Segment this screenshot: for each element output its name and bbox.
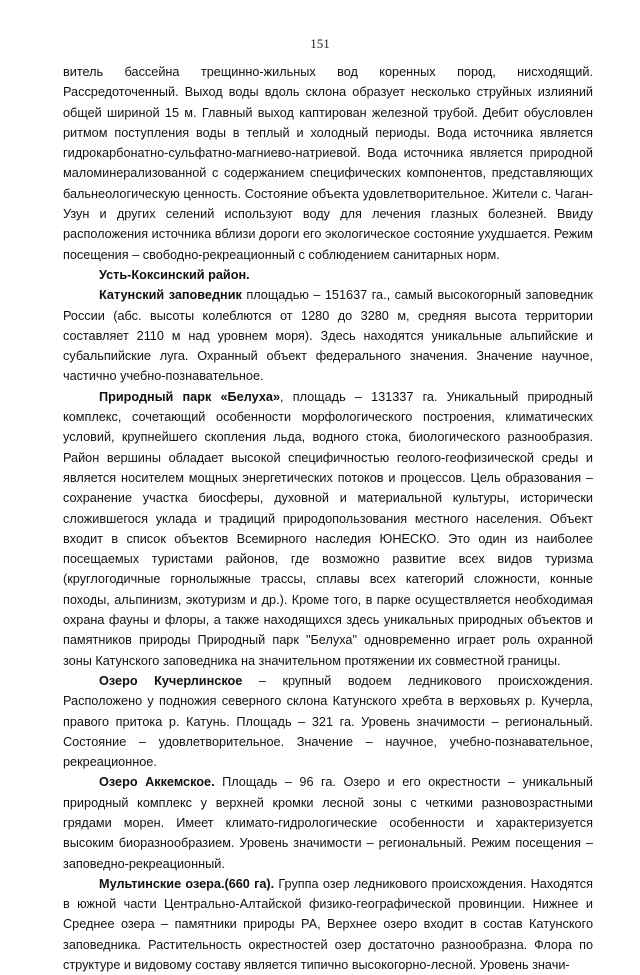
multa-lakes-text: Группа озер ледникового происхождения. Находятся в южной части Центрально-Алтайской физико-географической провинции. Нижнее и Среднее озера – памятники природы РА, Верхнее озеро входит в состав Катунского заповедника. Растительность окрестностей озер достаточно разнообразна. Флора по структуре и видовому составу является типично высокогорно-лесной. Уровень значи-	[63, 876, 593, 973]
paragraph-akkem-lake	[63, 772, 593, 873]
akkem-lake-text: Площадь – 96 га. Озеро и его окрестности – уникальный природный комплекс у верхней кромки лесной зоны с четкими разновозрастными грядами морен. Имеет климато-гидрологические особенности и характеризуется высоким биоразнообразием. Уровень значимости – региональный. Режим посещения – заповедно-рекреационный.	[63, 775, 593, 871]
paragraph-kucherla-lake	[63, 671, 593, 772]
kucherla-lake-text: – крупный водоем ледникового происхождения. Расположено у подножия северного склона Катунского хребта в верховьях р. Кучерла, правого притока р. Катунь. Площадь – 321 га. Уровень значимости – региональный. Состояние – удовлетворительное. Значение – научное, учебно-познавательное, рекреационное.	[63, 673, 593, 770]
multa-lakes-title: Мультинские озера.(660 га).	[99, 876, 275, 891]
katun-reserve-text: площадью – 151637 га., самый высокогорный заповедник России (абс. высоты колеблются от 1280 до 3280 м, средняя высота территории составляет 2110 м над уровнем моря). Здесь находятся уникальные альпийские и субальпийские луга. Охранный объект федерального значения. Значение научное, частично учебно-познавательное.	[63, 288, 593, 384]
paragraph-multa-lakes	[63, 874, 593, 975]
page-number: 151	[310, 36, 330, 51]
kucherla-lake-title: Озеро Кучерлинское	[99, 673, 243, 688]
paragraph-belukha-park	[63, 387, 593, 671]
paragraph-spring-description: витель бассейна трещинно-жильных вод коренных пород, нисходящий. Рассредоточенный. Выход воды вдоль склона образует несколько струйных излияний общей шириной 15 м. Главный выход каптирован железной трубой. Дебит обусловлен ритмом поступления воды в теплый и холодный периоды. Вода источника является гидрокарбонатно-сульфатно-магниево-натриевой. Вода источника является природной маломинерализованной с содержанием специфических компонентов, представляющих бальнеологическую ценность. Состояние объекта удовлетворительное. Жители с. Чаган-Узун и других селений используют воду для лечения глазных болезней. Ввиду расположения источника вблизи дороги его экологическое состояние ухудшается. Режим посещения – свободно-рекреационный с соблюдением санитарных норм.	[63, 65, 593, 262]
belukha-park-text: , площадь – 131337 га. Уникальный природный комплекс, сочетающий особенности морфологического построения, климатических условий, крупнейшего скопления льда, водного стока, биологического разнообразия. Район вершины обладает высокой специфичностью геолого-геофизической среды и является носителем мощных энергетических потоков и процессов. Цель образования – сохранение участка биосферы, духовной и материальной культуры, исторически сложившегося уклада и традиций природопользования местного населения. Объект входит в список объектов Всемирного наследия ЮНЕСКО. Это один из наиболее посещаемых туристами районов, где возможно развитие всех видов туризма (круглогодичные горнолыжные трассы, сплавы всех категорий сложности, конные походы, альпинизм, экотуризм и др.). Кроме того, в парке осуществляется необходимая охрана фауны и флоры, а также находящихся здесь уникальных природных объектов и памятников природы Природный парк "Белуха" одновременно играет роль охранной зоны Катунского заповедника на значительном протяжении их совместной границы.	[63, 389, 593, 668]
akkem-lake-title: Озеро Аккемское.	[99, 775, 215, 790]
district-heading	[63, 265, 593, 285]
district-heading-text: Усть-Коксинский район.	[99, 267, 250, 282]
katun-reserve-title: Катунский заповедник	[99, 288, 242, 303]
body-text	[63, 62, 593, 975]
paragraph-katun-reserve	[63, 285, 593, 386]
belukha-park-title: Природный парк «Белуха»	[99, 389, 281, 404]
